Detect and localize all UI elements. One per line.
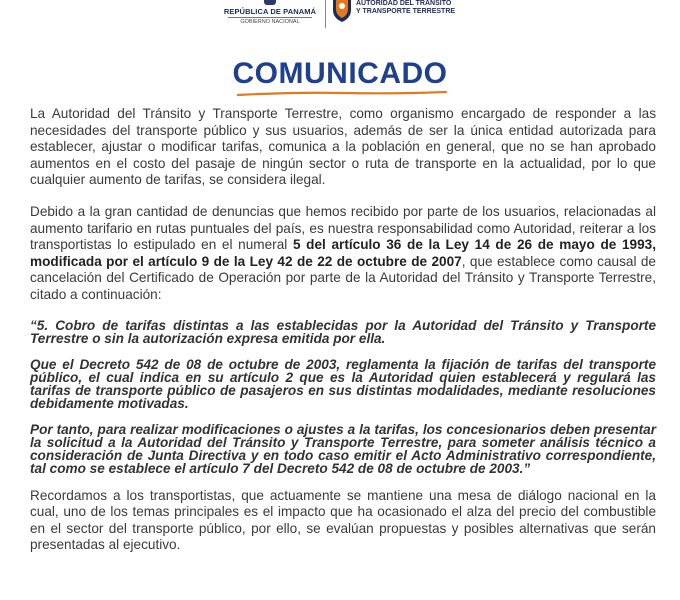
coat-of-arms-icon — [264, 0, 276, 5]
quote-item-5: “5. Cobro de tarifas distintas a las establecidas por la Autoridad del Tránsito y Transporte Terrestre o sin la autorización expresa emitida por ella. — [30, 317, 656, 346]
page-title: COMUNICADO — [232, 57, 448, 90]
paragraph-complaints-text-1: Debido a la gran cantidad de denuncias que hemos recibido por parte de los usuarios, relacionadas al aumento tarifario en rutas puntuales del país, es nuestra responsabilidad como Autoridad, reiterar a los transportistas lo estipulado en el numeral — [30, 203, 656, 253]
att-seal-icon — [332, 0, 352, 22]
communique-body — [30, 106, 656, 569]
quote-decree: Que el Decreto 542 de 08 de octubre de 2003, reglamenta la fijación de tarifas del transporte público, el cual indica en su artículo 2 que es la Autoridad quien establecerá y regulará las tarifas de transporte público de pasajeros en sus distintas modalidades, mediante resoluciones debidamente motivadas. — [30, 356, 656, 411]
authority-name-line1: AUTORIDAD DEL TRÁNSITO — [356, 0, 452, 7]
quote-therefore: Por tanto, para realizar modificaciones o ajustes a la tarifas, los concesionarios deben presentar la solicitud a la Autoridad del Tránsito y Transporte Terrestre, para someter análisis técnico a consideración de Junta Directiva y en todo caso emitir el Acto Administrativo correspondiente, tal como se establece el artículo 7 del Decreto 542 de 08 de octubre de 2003.” — [30, 421, 656, 476]
paragraph-complaints-text-2: , que establece como causal de cancelación del Certificado de Operación por parte de la Autoridad del Tránsito y Transporte Terrestre, citado a continuación: — [30, 253, 656, 302]
authority-name-line2: Y TRANSPORTE TERRESTRE — [356, 8, 456, 15]
header — [0, 0, 680, 30]
authority-name — [356, 0, 516, 16]
law-reference: 5 del artículo 36 de la Ley 14 de 26 de mayo de 1993, modificada por el artículo 9 de la Ley 42 de 22 de octubre de 2007 — [30, 237, 656, 269]
header-divider — [325, 0, 326, 28]
republic-logo — [222, 0, 318, 28]
paragraph-dialogue: Recordamos a los transportistas, que actuamente se mantiene una mesa de diálogo nacional en la cual, uno de los temas principales es el impacto que ha ocasionado el alza del precio del combustible en el sector del transporte público, por ello, se evalúan propuestas y posibles alternativas que serán presentadas al ejecutivo. — [30, 487, 656, 553]
title-underline — [236, 91, 448, 97]
republic-subtitle: GOBIERNO NACIONAL — [228, 17, 312, 25]
paragraph-complaints — [30, 204, 656, 304]
republic-name: REPÚBLICA DE PANAMÁ — [223, 7, 317, 16]
paragraph-intro: La Autoridad del Tránsito y Transporte Terrestre, como organismo encargado de responder a las necesidades del transporte público y sus usuarios, además de ser la única entidad autorizada para establecer, ajustar o modificar tarifas, comunica a la población en general, que no se han aprobado aumentos en el costo del pasaje de ningún sector o ruta de transporte en la actualidad, por lo que cualquier aumento de tarifas, se considera ilegal. — [30, 106, 656, 188]
